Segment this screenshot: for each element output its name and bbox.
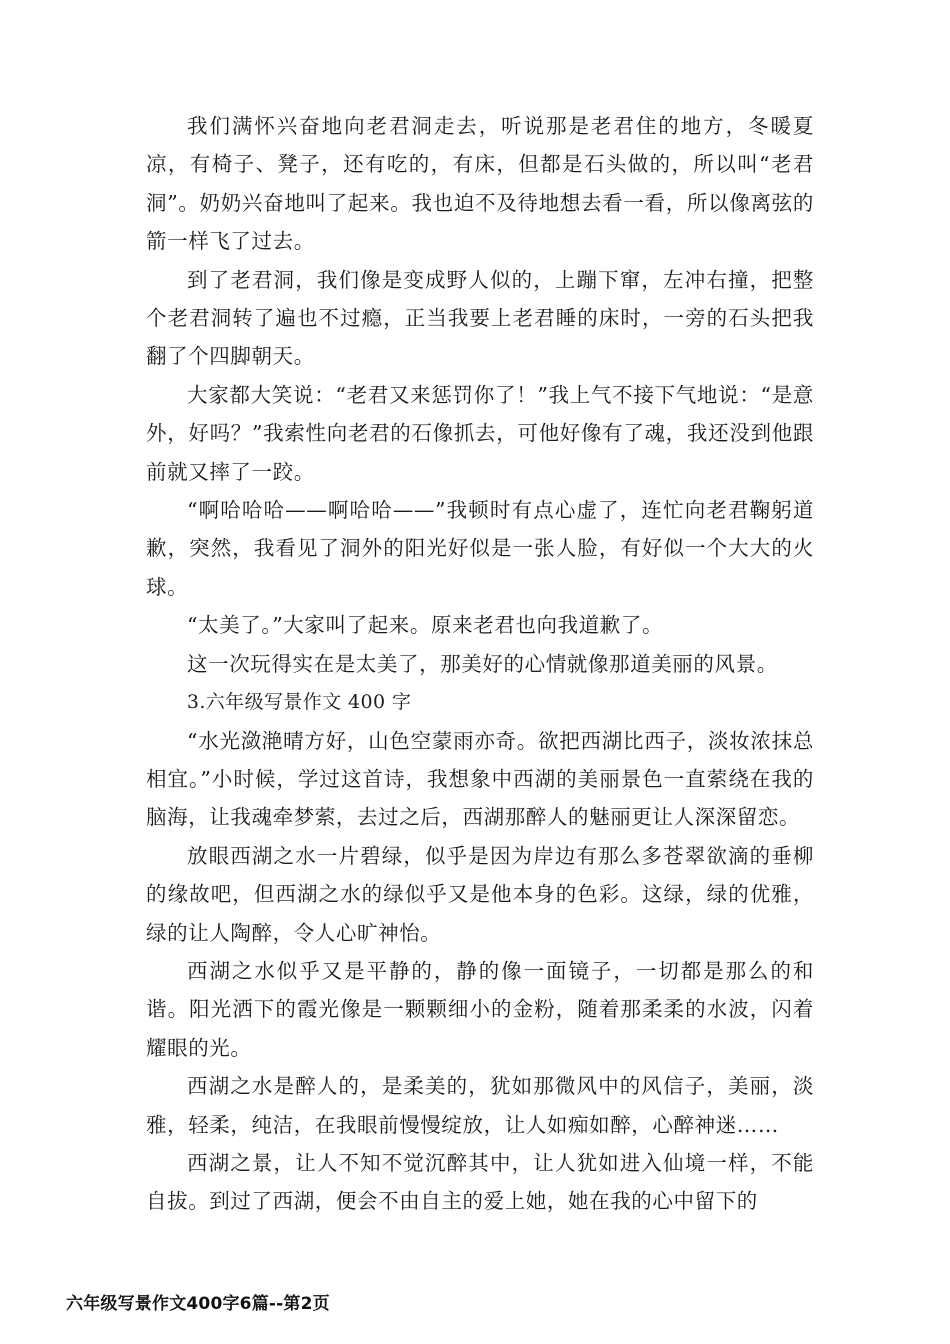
document-body (146, 107, 814, 1221)
paragraph-west-lake-green: 放眼西湖之水一片碧绿，似乎是因为岸边有那么多苍翠欲滴的垂柳的缘故吧，但西湖之水的绿似乎又是他本身的色彩。这绿，绿的优雅，绿的让人陶醉，令人心旷神怡。 (146, 843, 814, 945)
paragraph-west-lake-charming: 西湖之水是醉人的，是柔美的，犹如那微风中的风信子，美丽，淡雅，轻柔，纯洁，在我眼前慢慢绽放，让人如痴如醉，心醉神迷…… (146, 1074, 814, 1137)
paragraph-laojun-cave-laugh: 大家都大笑说：“老君又来惩罚你了！”我上气不接下气地说：“是意外，好吗？”我索性向老君的石像抓去，可他好像有了魂，我还没到他跟前就又摔了一跤。 (146, 382, 814, 484)
paragraph-laojun-cave-ending: 这一次玩得实在是太美了，那美好的心情就像那道美丽的风景。 (187, 651, 778, 676)
paragraph-laojun-cave-play: 到了老君洞，我们像是变成野人似的，上蹦下窜，左冲右撞，把整个老君洞转了遍也不过瘾，正当我要上老君睡的床时，一旁的石头把我翻了个四脚朝天。 (146, 267, 814, 369)
section-heading: 3.六年级写景作文 400 字 (186, 691, 412, 714)
paragraph-west-lake-calm: 西湖之水似乎又是平静的，静的像一面镜子，一切都是那么的和谐。阳光洒下的霞光像是一颗颗细小的金粉，随着那柔柔的水波，闪着耀眼的光。 (146, 958, 814, 1060)
paragraph-west-lake-poem: “水光潋滟晴方好，山色空蒙雨亦奇。欲把西湖比西子，淡妆浓抹总相宜。”小时候，学过这首诗，我想象中西湖的美丽景色一直萦绕在我的脑海，让我魂牵梦萦，去过之后，西湖那醉人的魅丽更让人深深留恋。 (146, 728, 814, 830)
page-footer: 六年级写景作文400字6篇--第2页 (66, 1294, 330, 1314)
paragraph-laojun-cave-beautiful: “太美了。”大家叫了起来。原来老君也向我道歉了。 (187, 613, 664, 638)
paragraph-west-lake-scenery: 西湖之景，让人不知不觉沉醉其中，让人犹如进入仙境一样，不能自拔。到过了西湖，便会不由自主的爱上她，她在我的心中留下的 (146, 1150, 814, 1214)
paragraph-laojun-cave-apology: “啊哈哈哈——啊哈哈——”我顿时有点心虚了，连忙向老君鞠躬道歉，突然，我看见了洞外的阳光好似是一张人脸，有好似一个大大的火球。 (146, 498, 814, 599)
paragraph-laojun-cave-intro: 我们满怀兴奋地向老君洞走去，听说那是老君住的地方，冬暖夏凉，有椅子、凳子，还有吃的，有床，但都是石头做的，所以叫“老君洞”。奶奶兴奋地叫了起来。我也迫不及待地想去看一看，所以像离弦的箭一样飞了过去。 (146, 114, 814, 254)
